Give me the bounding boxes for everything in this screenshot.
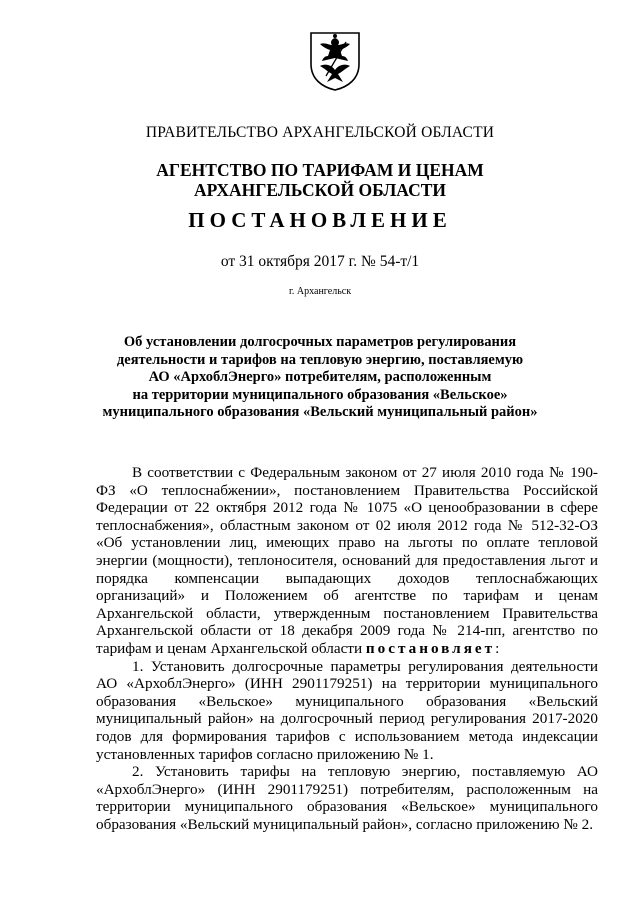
subject-line1: Об установлении долгосрочных параметров регулирования [123, 334, 517, 350]
item-1: 1. Установить долгосрочные параметры регулирования деятельности АО «АрхоблЭнерго» (ИНН 2901179251) на территории муниципального образования «Вельское» муниципального образования «Вельский муниципальный район» на долгосрочный период регулирования 2017-2020 годов для формирования тарифов с использованием метода индексации установленных тарифов согласно приложению № 1. [96, 657, 598, 763]
government-name: ПРАВИТЕЛЬСТВО АРХАНГЕЛЬСКОЙ ОБЛАСТИ [145, 124, 495, 141]
city: г. Архангельск [288, 286, 352, 297]
date-and-number: от 31 октября 2017 г. № 54-т/1 [220, 253, 420, 270]
decree-word: постановляет [365, 639, 496, 657]
agency-name-line2: АРХАНГЕЛЬСКОЙ ОБЛАСТИ [194, 180, 446, 200]
arkhangelsk-coat-of-arms-icon [308, 30, 362, 92]
subject-line4: на территории муниципального образования «Вельское» [132, 386, 508, 403]
subject-line2: деятельности и тарифов на тепловую энергию, поставляемую [116, 351, 524, 368]
document-type: ПОСТАНОВЛЕНИЕ [188, 208, 452, 232]
decree-colon: : [495, 639, 500, 657]
agency-name-line1: АГЕНТСТВО ПО ТАРИФАМ И ЦЕНАМ [156, 160, 484, 180]
document-subject [0, 334, 640, 422]
agency-name [0, 160, 640, 200]
preamble-text: В соответствии с Федеральным законом от 27 июля 2010 года № 190-ФЗ «О теплоснабжении», постановлением Правительства Российской Федерации от 22 октября 2012 года № 1075 «О ценообразовании в сфере теплоснабжения», областным законом от 02 июля 2012 года № 512-32-ОЗ «Об установлении лиц, имеющих право на льготы по оплате тепловой энергии (мощности), теплоносителя, оснований для предоставления льгот и порядка компенсации выпадающих доходов теплоснабжающих организаций» и Положением об агентстве по тарифам и ценам Архангельской области, утвержденным постановлением Правительства Архангельской области от 18 декабря 2009 года № 214-пп, агентство по тарифам и ценам Архангельской области [96, 464, 598, 657]
subject-line5: муниципального образования «Вельский муниципальный район» [102, 404, 538, 421]
subject-line3: АО «АрхоблЭнерго» потребителям, расположенным [148, 369, 492, 386]
document-body [96, 464, 598, 833]
preamble-paragraph [96, 464, 598, 658]
item-2: 2. Установить тарифы на тепловую энергию, поставляемую АО «АрхоблЭнерго» (ИНН 2901179251) потребителям, расположенным на территории муниципального образования «Вельское» муниципального образования «Вельский муниципальный район», согласно приложению № 2. [96, 763, 598, 833]
